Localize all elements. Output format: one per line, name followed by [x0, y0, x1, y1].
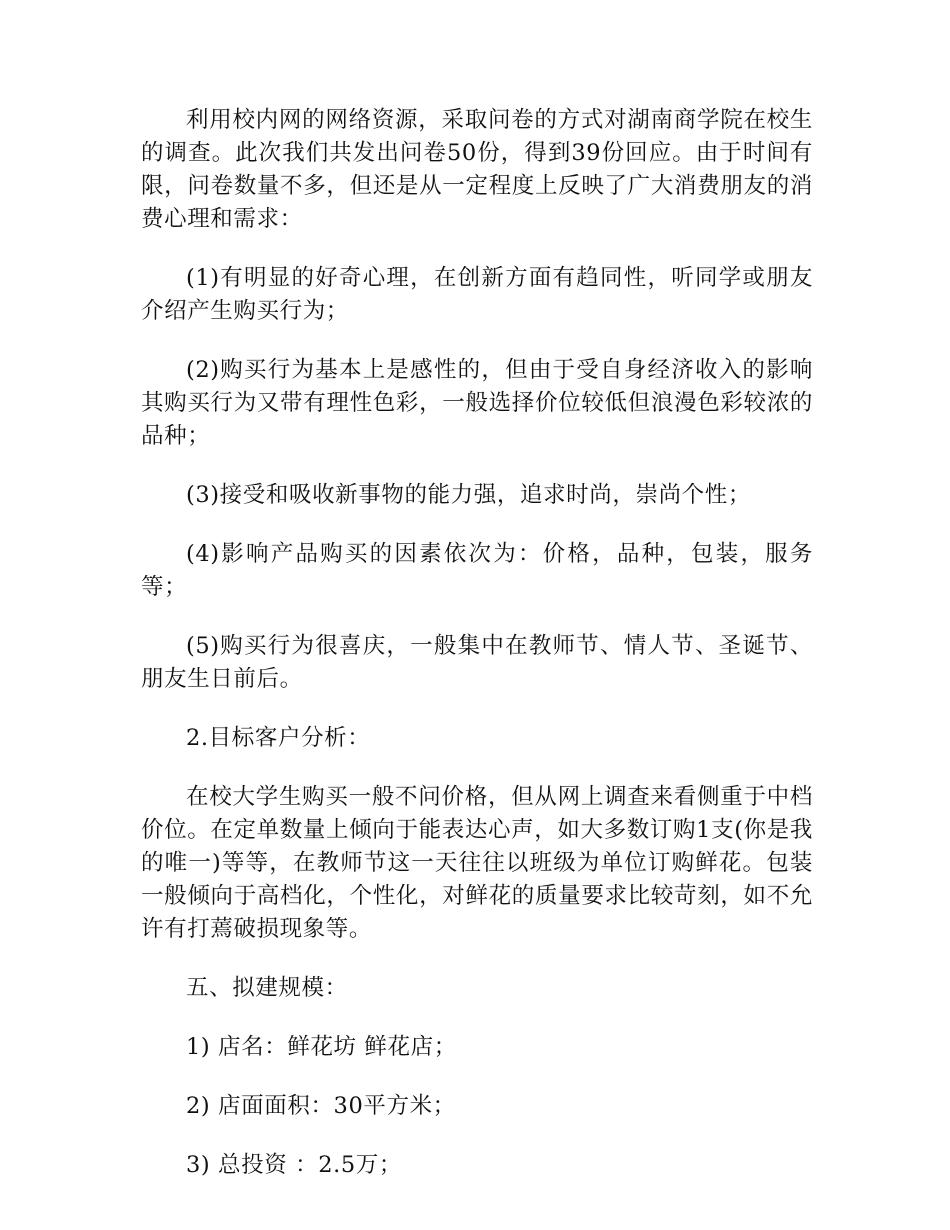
- document-body: [141, 104, 813, 1208]
- paragraph-finding-4: (4)影响产品购买的因素依次为：价格，品种，包装，服务等；: [141, 541, 813, 600]
- section-heading-scale: 五、拟建规模：: [186, 975, 348, 1001]
- paragraph-finding-3: (3)接受和吸收新事物的能力强，追求时尚，崇尚个性；: [186, 482, 751, 508]
- paragraph-finding-1: (1)有明显的好奇心理，在创新方面有趋同性，听同学或朋友介绍产生购买行为；: [141, 265, 813, 324]
- list-item-store-area: 2) 店面面积：30平方米；: [186, 1093, 456, 1119]
- list-item-total-investment: 3) 总投资 ：2.5万；: [186, 1152, 402, 1178]
- paragraph-survey-intro: 利用校内网的网络资源，采取问卷的方式对湖南商学院在校生的调查。此次我们共发出问卷50份，得到39份回应。由于时间有限，问卷数量不多，但还是从一定程度上反映了广大消费朋友的消费心理和需求：: [141, 107, 813, 232]
- paragraph-finding-2: (2)购买行为基本上是感性的，但由于受自身经济收入的影响其购买行为又带有理性色彩，一般选择价位较低但浪漫色彩较浓的品种；: [141, 357, 813, 449]
- list-item-store-name: 1) 店名：鲜花坊 鲜花店；: [186, 1034, 457, 1060]
- paragraph-finding-5: (5)购买行为很喜庆，一般集中在教师节、情人节、圣诞节、朋友生日前后。: [141, 633, 813, 692]
- paragraph-target-customers: 在校大学生购买一般不问价格，但从网上调查来看侧重于中档价位。在定单数量上倾向于能表达心声，如大多数订购1支(你是我的唯一)等等，在教师节这一天往往以班级为单位订购鲜花。包装一般倾向于高档化，个性化，对鲜花的质量要求比较苛刻，如不允许有打蔫破损现象等。: [141, 784, 813, 942]
- section-heading-target-customers: 2.目标客户分析：: [186, 725, 371, 751]
